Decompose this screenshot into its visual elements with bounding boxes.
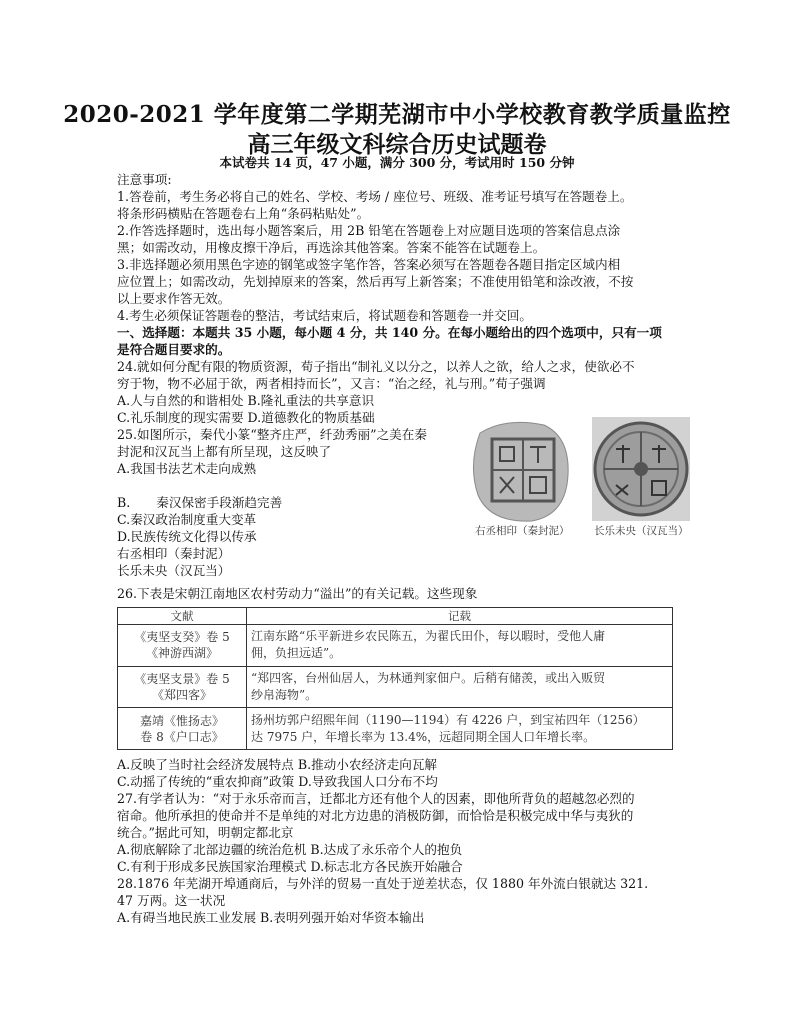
question-25-stem: 25.如图所示，秦代小篆“整齐庄严，纤劲秀丽”之美在秦 bbox=[117, 427, 427, 442]
note-line: 3.非选择题必须用黑色字迹的钢笔或签字笔作答，答案必须写在答题卷各题目指定区域内相 bbox=[117, 257, 621, 272]
question-24-options: C.礼乐制度的现实需要 D.道德教化的物质基础 bbox=[117, 410, 375, 425]
question-27-stem: 统合。”据此可知，明朝定都北京 bbox=[117, 825, 294, 840]
question-26-options: A.反映了当时社会经济发展特点 B.推动小农经济走向瓦解 bbox=[117, 757, 438, 772]
note-line: 4.考生必须保证答题卷的整洁，考试结束后，将试题卷和答题卷一并交回。 bbox=[117, 308, 533, 323]
table-cell-record: “郑四客，台州仙居人，为林通判家佃户。后稍有储羡，或出入贩贸 纱帛海物”。 bbox=[247, 666, 673, 708]
question-27-stem: 27.有学者认为：“对于永乐帝而言，迁都北方还有他个人的因素，即他所背负的超越忽必烈的 bbox=[117, 791, 635, 806]
records-table bbox=[117, 607, 673, 750]
question-25-option-b bbox=[117, 494, 282, 511]
question-24-stem: 穷于物，物不必屈于欲，两者相持而长”，又言：“治之经，礼与刑。”荀子强调 bbox=[117, 376, 546, 391]
exam-title-line1: 2020-2021 学年度第二学期芜湖市中小学校教育教学质量监控 bbox=[63, 101, 731, 128]
question-25-label-2: 长乐未央（汉瓦当） bbox=[117, 563, 231, 578]
table-row bbox=[118, 708, 673, 750]
table-cell-source: 《夷坚支癸》卷 5 《神游西湖》 bbox=[118, 625, 247, 667]
question-25-option-d: D.民族传统文化得以传承 bbox=[117, 529, 257, 544]
question-25-option-c: C.秦汉政治制度重大变革 bbox=[117, 512, 257, 527]
question-27-stem: 宿命。他所承担的使命并不是单纯的对北方边患的消极防御，而恰恰是积极完成中华与夷狄的 bbox=[117, 808, 634, 823]
question-25-label-1: 右丞相印（秦封泥） bbox=[117, 546, 231, 561]
table-row bbox=[118, 625, 673, 667]
question-28-stem: 28.1876 年芜湖开埠通商后，与外洋的贸易一直处于逆差状态，仅 1880 年外流白银就达 321. bbox=[117, 876, 649, 891]
notes-heading: 注意事项: bbox=[117, 172, 172, 187]
option-b-text: 秦汉保密手段渐趋完善 bbox=[156, 495, 283, 510]
question-26-stem: 26.下表是宋朝江南地区农村劳动力“溢出”的有关记载。这些现象 bbox=[117, 586, 478, 601]
question-28-stem: 47 万两。这一状况 bbox=[117, 893, 226, 908]
question-27-options: C.有利于形成多民族国家治理模式 D.标志北方各民族开始融合 bbox=[117, 859, 463, 874]
question-25-stem: 封泥和汉瓦当上都有所呈现，这反映了 bbox=[117, 444, 332, 459]
note-line: 以上要求作答无效。 bbox=[117, 291, 231, 306]
question-24-options: A.人与自然的和谐相处 B.隆礼重法的共享意识 bbox=[117, 393, 375, 408]
image-caption-tile: 长乐未央（汉瓦当） bbox=[594, 525, 689, 537]
exam-title-line2: 高三年级文科综合历史试题卷 bbox=[247, 131, 547, 158]
option-b-label: B. bbox=[117, 495, 131, 510]
table-cell-source: 《夷坚支景》卷 5 《郑四客》 bbox=[118, 666, 247, 708]
question-27-options: A.彻底解除了北部边疆的统治危机 B.达成了永乐帝个人的抱负 bbox=[117, 842, 463, 857]
question-28-options: A.有碍当地民族工业发展 B.表明列强开始对华资本输出 bbox=[117, 910, 425, 925]
note-line: 应位置上；如需改动，先划掉原来的答案，然后再写上新答案；不准使用铅笔和涂改液，不按 bbox=[117, 274, 634, 289]
table-header-record: 记载 bbox=[247, 608, 673, 625]
question-25-option-a: A.我国书法艺术走向成熟 bbox=[117, 461, 257, 476]
clay-seal-image bbox=[473, 422, 568, 521]
section-heading: 一、选择题：本题共 35 小题，每小题 4 分，共 140 分。在每小题给出的四个选项中，只有一项 bbox=[117, 325, 662, 340]
note-line: 将条形码横贴在答题卷右上角“条码粘贴处”。 bbox=[117, 206, 370, 221]
question-26-options: C.动摇了传统的“重农抑商”政策 D.导致我国人口分布不均 bbox=[117, 774, 438, 789]
roof-tile-image bbox=[592, 417, 690, 521]
table-cell-source: 嘉靖《惟扬志》 卷 8《户口志》 bbox=[118, 708, 247, 750]
table-header-source: 文献 bbox=[118, 608, 247, 625]
table-header-row bbox=[118, 608, 673, 625]
table-row bbox=[118, 666, 673, 708]
table-cell-record: 扬州坊郭户绍熙年间（1190—1194）有 4226 户，到宝祐四年（1256） 达 7975 户，年增长率为 13.4%，远超同期全国人口年增长率。 bbox=[247, 708, 673, 750]
note-line: 2.作答选择题时，选出每小题答案后，用 2B 铅笔在答题卷上对应题目选项的答案信息点涂 bbox=[117, 223, 621, 238]
note-line: 黑；如需改动，用橡皮擦干净后，再选涂其他答案。答案不能答在试题卷上。 bbox=[117, 240, 546, 255]
question-24-stem: 24.就如何分配有限的物质资源，荀子指出“制礼义以分之，以养人之欲，给人之求，使欲必不 bbox=[117, 359, 635, 374]
note-line: 1.答卷前，考生务必将自己的姓名、学校、考场 / 座位号、班级、准考证号填写在答题卷上。 bbox=[117, 189, 633, 204]
section-heading-cont: 是符合题目要求的。 bbox=[117, 342, 231, 357]
table-cell-record: 江南东路“乐平新进乡农民陈五，为翟氏田仆，每以暇时，受他人庸 佣，负担远适”。 bbox=[247, 625, 673, 667]
image-caption-seal: 右丞相印（秦封泥） bbox=[475, 525, 570, 537]
exam-subtitle: 本试卷共 14 页，47 小题，满分 300 分，考试用时 150 分钟 bbox=[219, 155, 575, 170]
